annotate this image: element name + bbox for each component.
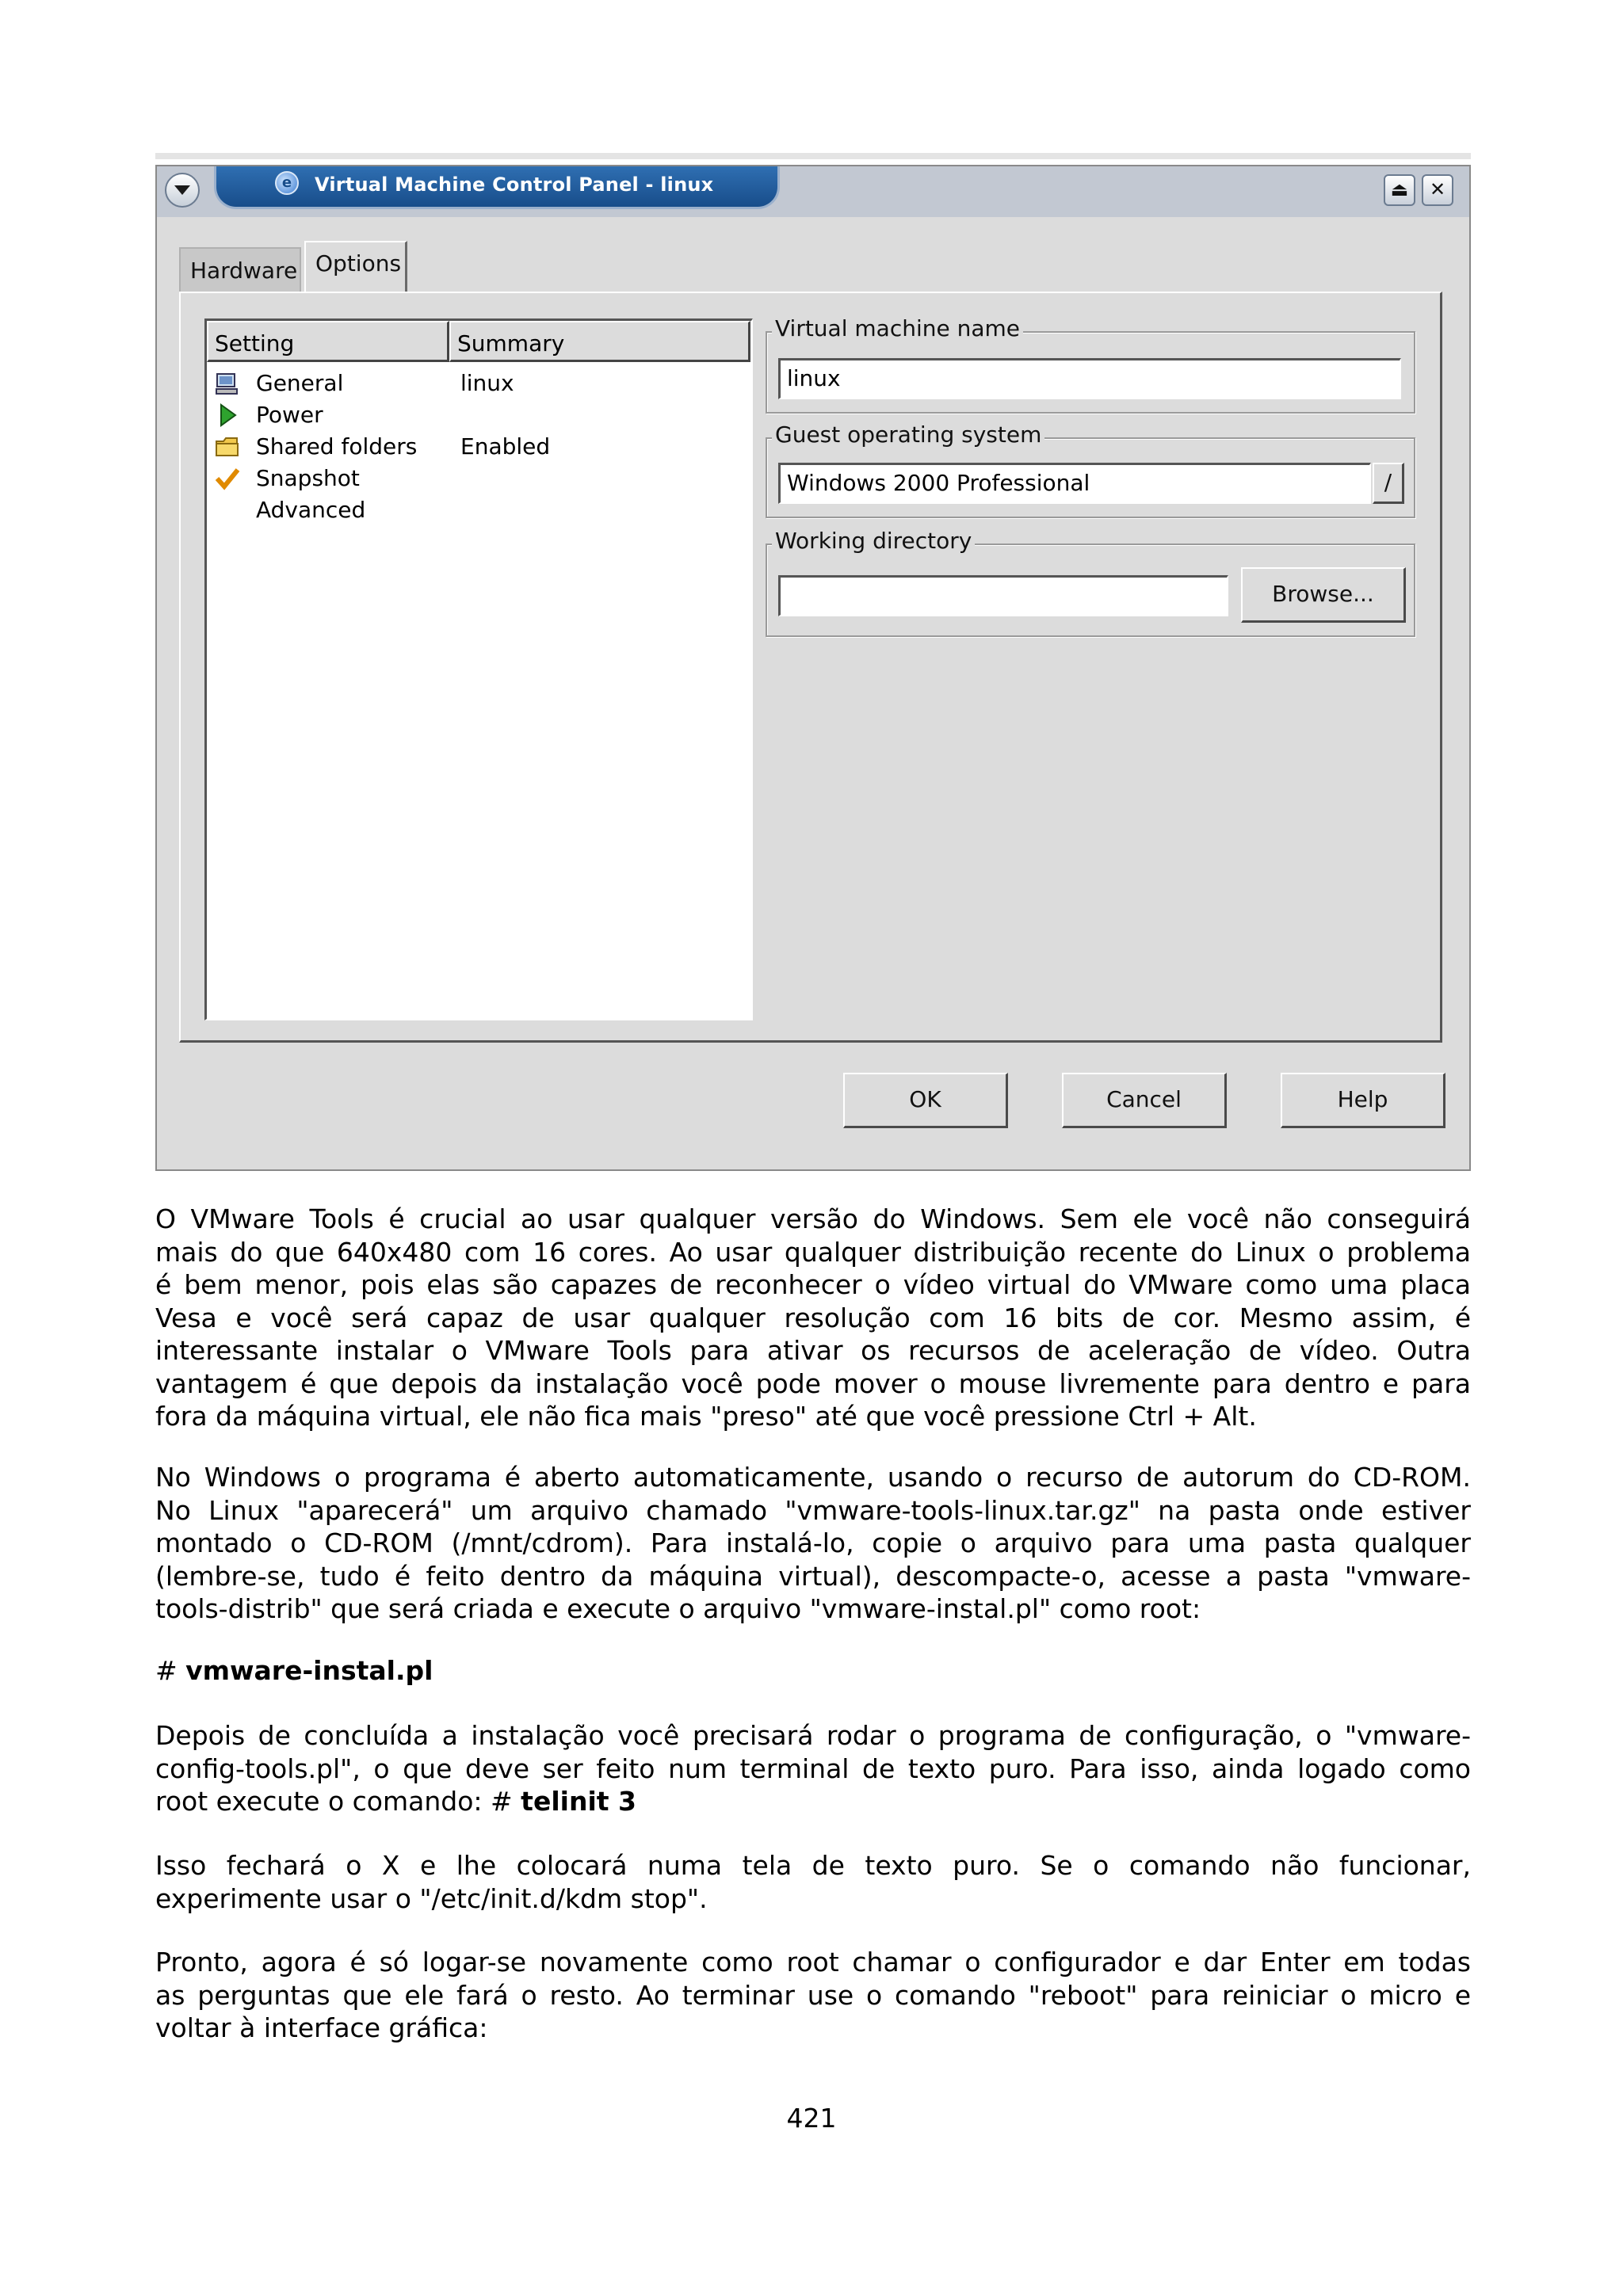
vm-name-group: [766, 315, 1415, 414]
text-line: tools-distrib" que será criada e execute o arquivo "vmware-instal.pl" como root:: [155, 1593, 1201, 1624]
paragraph-text-mode: [155, 1849, 1471, 1915]
guest-os-dropdown-button[interactable]: [1373, 463, 1404, 504]
checkmark-icon: [215, 467, 240, 490]
window-title: Virtual Machine Control Panel - linux: [315, 174, 714, 196]
dropdown-icon: /: [1384, 469, 1392, 495]
title-pill: [214, 166, 780, 209]
list-item[interactable]: [207, 367, 750, 399]
text-line: as perguntas que ele fará o resto. Ao terminar use o comando "reboot" para reiniciar o micro e: [155, 1979, 1471, 2011]
maximize-button[interactable]: [1384, 174, 1415, 206]
working-dir-group: [766, 528, 1415, 637]
window-menu-button[interactable]: [165, 173, 200, 208]
cancel-button[interactable]: Cancel: [1062, 1073, 1227, 1128]
vm-control-panel-window: [155, 165, 1471, 1171]
close-button[interactable]: [1422, 174, 1453, 206]
setting-label: General: [256, 370, 344, 396]
tab-options[interactable]: Options: [304, 241, 407, 292]
text-line: Isso fechará o X e lhe colocará numa tela de texto puro. Se o comando não funcionar,: [155, 1850, 1471, 1881]
chevron-down-icon: [174, 185, 190, 195]
page-number: 421: [786, 2103, 837, 2134]
paragraph-installation: [155, 1461, 1471, 1626]
text-line: Depois de concluída a instalação você precisará rodar o programa de configuração, o "vmware-: [155, 1720, 1471, 1751]
general-icon: [215, 372, 240, 395]
vm-name-label: Virtual machine name: [772, 315, 1023, 341]
list-item[interactable]: [207, 494, 750, 525]
text-line: fora da máquina virtual, ele não fica mais "preso" até que você pressione Ctrl + Alt.: [155, 1401, 1257, 1432]
maximize-icon: ⏏: [1390, 178, 1409, 200]
setting-label: Power: [256, 402, 323, 428]
text-line: interessante instalar o VMware Tools para ativar os recursos de aceleração de vídeo. Outra: [155, 1335, 1471, 1366]
ok-button[interactable]: OK: [843, 1073, 1008, 1128]
list-item[interactable]: [207, 430, 750, 462]
text-line: experimente usar o "/etc/init.d/kdm stop".: [155, 1882, 708, 1914]
list-item[interactable]: [207, 399, 750, 430]
text-line: No Windows o programa é aberto automaticamente, usando o recurso de autorum do CD-ROM.: [155, 1462, 1471, 1493]
folder-icon: [215, 435, 240, 459]
working-dir-label: Working directory: [772, 528, 975, 554]
setting-label: Advanced: [256, 497, 366, 523]
working-dir-input[interactable]: [778, 575, 1228, 616]
close-icon: ✕: [1429, 178, 1446, 200]
column-header-setting[interactable]: Setting: [207, 321, 449, 362]
command-line-install: [155, 1654, 1471, 1688]
summary-value: linux: [460, 370, 514, 396]
text-line: O VMware Tools é crucial ao usar qualquer versão do Windows. Sem ele você não conseguirá: [155, 1203, 1471, 1234]
help-button[interactable]: Help: [1281, 1073, 1445, 1128]
setting-label: Snapshot: [256, 465, 360, 491]
text-line: é bem menor, pois elas são capazes de reconhecer o vídeo virtual do VMware como uma placa: [155, 1269, 1471, 1300]
text-line-prefix: root execute o comando: #: [155, 1786, 521, 1817]
paragraph-finish: [155, 1946, 1471, 2045]
title-bar: [157, 166, 1469, 217]
text-line: vantagem é que depois da instalação você pode mover o mouse livremente para dentro e para: [155, 1367, 1471, 1399]
browse-button[interactable]: Browse...: [1241, 567, 1406, 623]
text-line: voltar à interface gráfica:: [155, 2012, 488, 2043]
vm-name-input[interactable]: linux: [778, 358, 1401, 399]
text-line: Vesa e você será capaz de usar qualquer resolução com 16 bits de cor. Mesmo assim, é: [155, 1302, 1471, 1333]
command-telinit: telinit 3: [521, 1786, 636, 1817]
text-line: (lembre-se, tudo é feito dentro da máquina virtual), descompacte-o, acesse a pasta "vmware-: [155, 1560, 1471, 1592]
column-header-summary[interactable]: Summary: [449, 321, 750, 362]
paragraph-configuration: [155, 1719, 1471, 1818]
text-line: config-tools.pl", o que deve ser feito num terminal de texto puro. Para isso, ainda logado como: [155, 1753, 1471, 1784]
screenshot-top-strip: [155, 153, 1471, 159]
power-icon: [215, 403, 240, 427]
vmware-app-icon: e: [275, 171, 299, 195]
text-line: Pronto, agora é só logar-se novamente como root chamar o configurador e dar Enter em todas: [155, 1947, 1471, 1978]
setting-label: Shared folders: [256, 433, 418, 460]
list-item[interactable]: [207, 462, 750, 494]
paragraph-vmware-tools-intro: [155, 1203, 1471, 1433]
command-vmware-instal: vmware-instal.pl: [185, 1655, 433, 1686]
tab-hardware[interactable]: Hardware: [179, 247, 301, 292]
text-line: mais do que 640x480 com 16 cores. Ao usar qualquer distribuição recente do Linux o problema: [155, 1236, 1471, 1268]
text-line: montado o CD-ROM (/mnt/cdrom). Para instalá-lo, copie o arquivo para uma pasta qualquer: [155, 1527, 1471, 1558]
summary-value: Enabled: [460, 433, 551, 460]
guest-os-select[interactable]: Windows 2000 Professional: [778, 463, 1371, 504]
guest-os-group: [766, 421, 1415, 518]
guest-os-label: Guest operating system: [772, 421, 1044, 448]
text-line: No Linux "aparecerá" um arquivo chamado "vmware-tools-linux.tar.gz" na pasta onde estiver: [155, 1494, 1471, 1526]
command-prefix: #: [155, 1655, 186, 1686]
text-line: [155, 1785, 1471, 1818]
settings-list[interactable]: [204, 318, 753, 1020]
